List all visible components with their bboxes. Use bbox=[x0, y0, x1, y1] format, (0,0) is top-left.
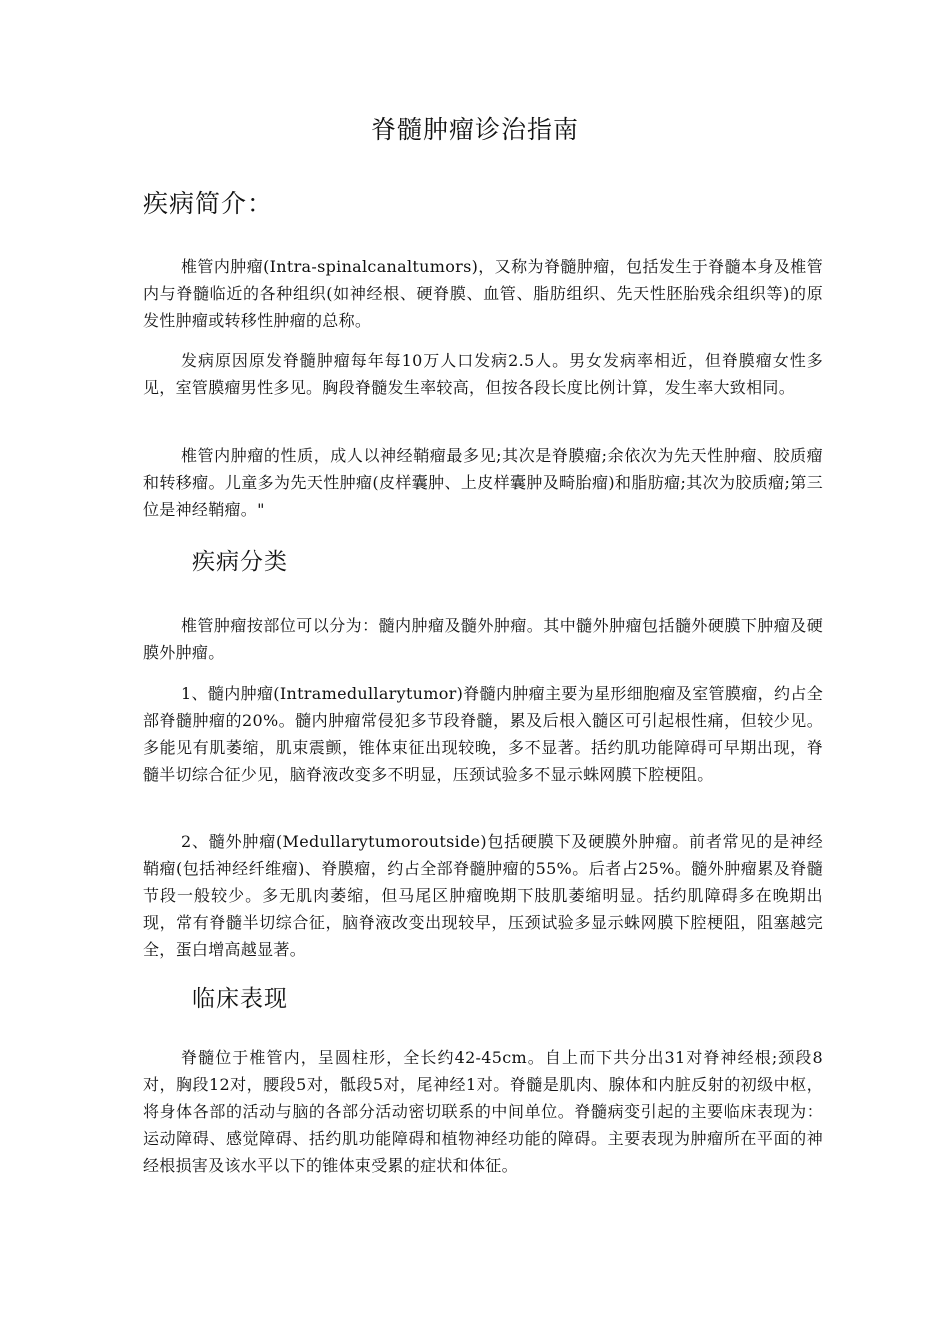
classification-paragraph-overview: 椎管肿瘤按部位可以分为：髓内肿瘤及髓外肿瘤。其中髓外肿瘤包括髓外硬膜下肿瘤及硬膜外肿瘤。 bbox=[143, 616, 823, 662]
section-heading-intro: 疾病简介： bbox=[143, 189, 274, 218]
section-heading-classification: 疾病分类 bbox=[192, 549, 288, 575]
classification-paragraph-extramedullary: 2、髓外肿瘤(Medullarytumoroutside)包括硬膜下及硬膜外肿瘤。前者常见的是神经鞘瘤(包括神经纤维瘤)、脊膜瘤，约占全部脊髓肿瘤的55%。后者占25%。髓外肿瘤累及脊髓节段一般较少。多无肌肉萎缩，但马尾区肿瘤晚期下肢肌萎缩明显。括约肌障碍多在晚期出现，常有脊髓半切综合征，脑脊液改变出现较早，压颈试验多显示蛛网膜下腔梗阻，阻塞越完全，蛋白增高越显著。 bbox=[143, 832, 823, 959]
clinical-paragraph-spinal-cord: 脊髓位于椎管内，呈圆柱形，全长约42-45cm。自上而下共分出31对脊神经根;颈段8对，胸段12对，腰段5对，骶段5对，尾神经1对。脊髓是肌肉、腺体和内脏反射的初级中枢，将身体各部的活动与脑的各部分活动密切联系的中间单位。脊髓病变引起的主要临床表现为：运动障碍、感觉障碍、括约肌功能障碍和植物神经功能的障碍。主要表现为肿瘤所在平面的神经根损害及该水平以下的锥体束受累的症状和体征。 bbox=[143, 1048, 823, 1175]
intro-paragraph-definition: 椎管内肿瘤(Intra-spinalcanaltumors)，又称为脊髓肿瘤，包括发生于脊髓本身及椎管内与脊髓临近的各种组织(如神经根、硬脊膜、血管、脂肪组织、先天性胚胎残余组织等)的原发性肿瘤或转移性肿瘤的总称。 bbox=[143, 257, 823, 330]
document-title: 脊髓肿瘤诊治指南 bbox=[370, 115, 579, 144]
intro-paragraph-nature: 椎管内肿瘤的性质，成人以神经鞘瘤最多见;其次是脊膜瘤;余依次为先天性肿瘤、胶质瘤和转移瘤。儿童多为先天性肿瘤(皮样囊肿、上皮样囊肿及畸胎瘤)和脂肪瘤;其次为胶质瘤;第三位是神经鞘瘤。" bbox=[143, 446, 823, 519]
classification-paragraph-intramedullary: 1、髓内肿瘤(Intramedullarytumor)脊髓内肿瘤主要为星形细胞瘤及室管膜瘤，约占全部脊髓肿瘤的20%。髓内肿瘤常侵犯多节段脊髓，累及后根入髓区可引起根性痛，但较少见。多能见有肌萎缩，肌束震颤，锥体束征出现较晚，多不显著。括约肌功能障碍可早期出现，脊髓半切综合征少见，脑脊液改变多不明显，压颈试验多不显示蛛网膜下腔梗阻。 bbox=[143, 684, 823, 784]
section-heading-clinical: 临床表现 bbox=[192, 986, 288, 1012]
intro-paragraph-incidence: 发病原因原发脊髓肿瘤每年每10万人口发病2.5人。男女发病率相近，但脊膜瘤女性多见，室管膜瘤男性多见。胸段脊髓发生率较高，但按各段长度比例计算，发生率大致相同。 bbox=[143, 351, 823, 397]
